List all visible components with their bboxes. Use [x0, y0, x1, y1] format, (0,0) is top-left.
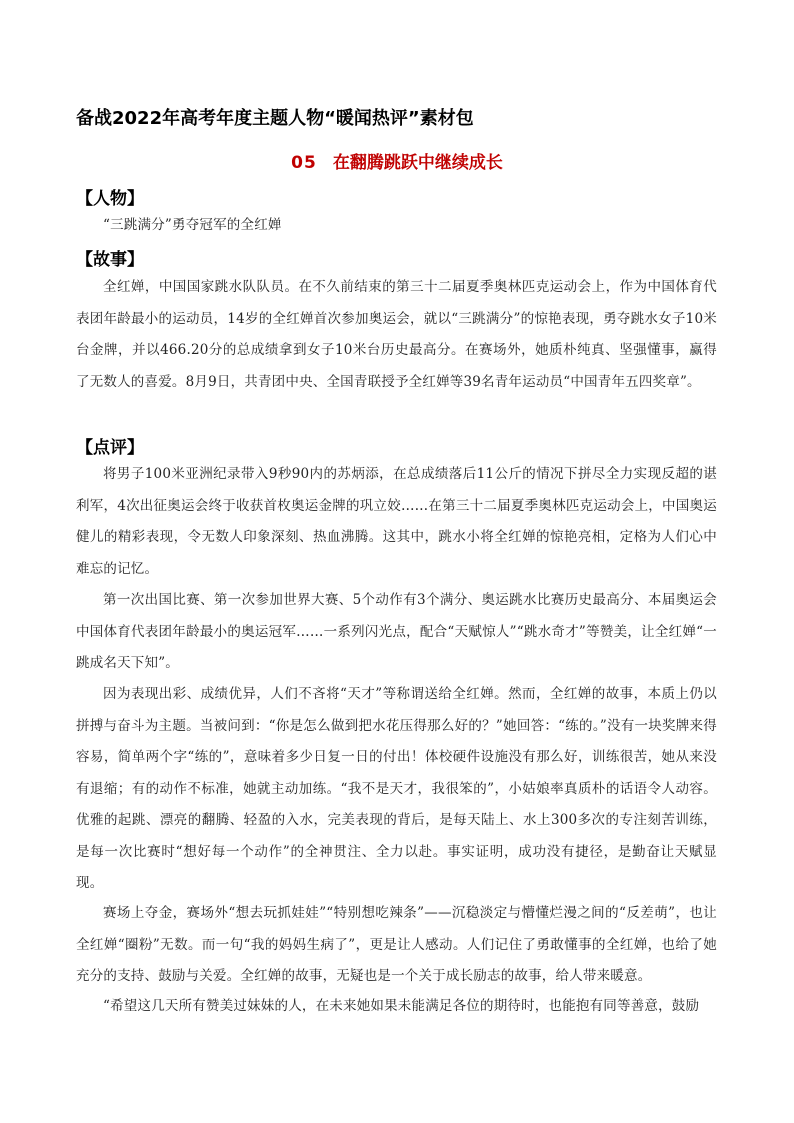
comment-paragraph-2: 第一次出国比赛、第一次参加世界大赛、5个动作有3个满分、奥运跳水比赛历史最高分、本届奥运会中国体育代表团年龄最小的奥运冠军……一系列闪光点，配合“天赋惊人”“跳水奇才”等赞美，让全红婵“一跳成名天下知”。 — [76, 592, 717, 671]
comment-paragraph-3: 因为表现出彩、成绩优异，人们不吝将“天才”等称谓送给全红婵。然而，全红婵的故事，本质上仍以拼搏与奋斗为主题。当被问到：“你是怎么做到把水花压得那么好的？”她回答：“练的。”没有一块奖牌来得容易，简单两个字“练的”，意味着多少日复一日的付出！体校硬件设施没有那么好，训练很苦，她从来没有退缩；有的动作不标准，她就主动加练。“我不是天才，我很笨的”，小姑娘率真质朴的话语令人动容。优雅的起跳、漂亮的翻腾、轻盈的入水，完美表现的背后，是每天陆上、水上300多次的专注刻苦训练，是每一次比赛时“想好每一个动作”的全神贯注、全力以赴。事实证明，成功没有捷径，是勤奋让天赋显现。 — [76, 686, 717, 891]
section-title-text: 在翻腾跳跃中继续成长 — [332, 153, 503, 173]
person-text: “三跳满分”勇夺冠军的全红婵 — [103, 217, 282, 233]
person-heading: 【人物】 — [76, 189, 144, 209]
comment-heading: 【点评】 — [76, 438, 144, 458]
section-number: 05 — [291, 153, 317, 173]
story-paragraph: 全红婵，中国国家跳水队队员。在不久前结束的第三十二届夏季奥林匹克运动会上，作为中国体育代表团年龄最小的运动员，14岁的全红婵首次参加奥运会，就以“三跳满分”的惊艳表现，勇夺跳水女子10米台金牌，并以466.20分的总成绩拿到女子10米台历史最高分。在赛场外，她质朴纯真、坚强懂事，赢得了无数人的喜爱。8月9日，共青团中央、全国青联授予全红婵等39名青年运动员“中国青年五四奖章”。 — [76, 279, 717, 390]
document-title: 备战2022年高考年度主题人物“暖闻热评”素材包 — [76, 108, 474, 129]
comment-paragraph-5: “希望这几天所有赞美过妹妹的人，在未来她如果未能满足各位的期待时，也能抱有同等善意，鼓励 — [103, 998, 700, 1014]
section-title — [0, 148, 794, 173]
comment-paragraph-1: 将男子100米亚洲纪录带入9秒90内的苏炳添，在总成绩落后11公斤的情况下拼尽全力实现反超的谌利军，4次出征奥运会终于收获首枚奥运金牌的巩立姣……在第三十二届夏季奥林匹克运动会上，中国奥运健儿的精彩表现，令无数人印象深刻、热血沸腾。这其中，跳水小将全红婵的惊艳亮相，定格为人们心中难忘的记忆。 — [76, 466, 717, 577]
story-heading: 【故事】 — [76, 250, 144, 270]
comment-paragraph-4: 赛场上夺金，赛场外“想去玩抓娃娃”“特别想吃辣条”——沉稳淡定与懵懂烂漫之间的“反差萌”，也让全红婵“圈粉”无数。而一句“我的妈妈生病了”，更是让人感动。人们记住了勇敢懂事的全红婵，也给了她充分的支持、鼓励与关爱。全红婵的故事，无疑也是一个关于成长励志的故事，给人带来暖意。 — [76, 905, 717, 984]
